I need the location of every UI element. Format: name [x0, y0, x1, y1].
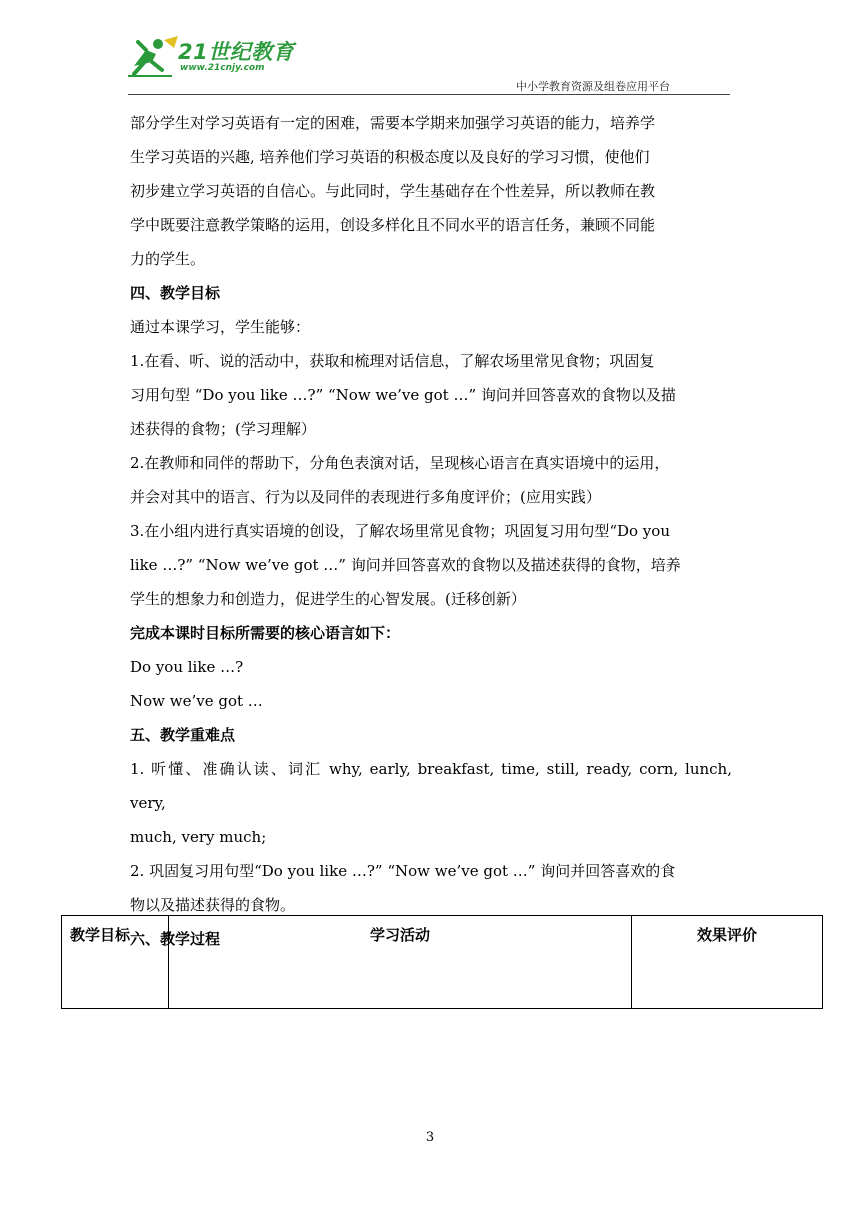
objective-line: 并会对其中的语言、行为以及同伴的表现进行多角度评价；(应用实践）	[130, 488, 601, 506]
key-point-line: 1. 听懂、准确认读、词汇 why, early, breakfast, time, still, ready, corn, lunch, very,	[130, 760, 732, 812]
intro-line: 部分学生对学习英语有一定的困难，需要本学期来加强学习英语的能力，培养学	[130, 114, 656, 132]
page-number: 3	[425, 1130, 435, 1145]
objective-line: 通过本课学习，学生能够：	[130, 318, 311, 336]
core-language-line: Do you like …?	[130, 658, 244, 676]
teaching-process-table	[61, 915, 823, 1009]
key-point-line: 2. 巩固复习用句型“Do you like …?” “Now we’ve got …” 询问并回答喜欢的食	[130, 862, 676, 880]
objective-line: 学生的想象力和创造力，促进学生的心智发展。(迁移创新）	[130, 590, 526, 608]
logo-text: 21世纪教育	[178, 40, 295, 64]
table-header-evaluation: 效果评价	[632, 916, 823, 1009]
section-heading-process: 六、教学过程	[130, 930, 221, 948]
table-header-activity: 学习活动	[169, 916, 632, 1009]
core-language-line: Now we’ve got …	[130, 692, 263, 710]
objective-line: 习用句型 “Do you like …?” “Now we’ve got …” 询问并回答喜欢的食物以及描	[130, 386, 676, 404]
table-header-objective: 教学目标	[62, 916, 169, 1009]
document-body	[130, 106, 732, 956]
objective-line: like …?” “Now we’ve got …” 询问并回答喜欢的食物以及描述获得的食物，培养	[130, 556, 681, 574]
table-header-row	[62, 916, 823, 1009]
objective-line: 1.在看、听、说的活动中，获取和梳理对话信息，了解农场里常见食物；巩固复	[130, 352, 655, 370]
objective-line: 述获得的食物；(学习理解）	[130, 420, 316, 438]
logo-url: www.21cnjy.com	[180, 63, 265, 73]
intro-line: 初步建立学习英语的自信心。与此同时，学生基础存在个性差异，所以教师在教	[130, 182, 656, 200]
objective-line: 3.在小组内进行真实语境的创设，了解农场里常见食物；巩固复习用句型“Do you	[130, 522, 670, 540]
intro-line: 力的学生。	[130, 250, 206, 268]
section-heading-key-points: 五、教学重难点	[130, 726, 236, 744]
intro-line: 学中既要注意教学策略的运用，创设多样化且不同水平的语言任务，兼顾不同能	[130, 216, 656, 234]
core-language-heading: 完成本课时目标所需要的核心语言如下：	[130, 624, 401, 642]
page-header	[128, 30, 730, 94]
header-subtitle: 中小学教育资源及组卷应用平台	[516, 80, 670, 93]
key-point-line: much, very much;	[130, 828, 267, 846]
section-heading-objectives: 四、教学目标	[130, 284, 221, 302]
header-divider	[128, 94, 730, 95]
objective-line: 2.在教师和同伴的帮助下，分角色表演对话，呈现核心语言在真实语境中的运用，	[130, 454, 670, 472]
intro-line: 生学习英语的兴趣, 培养他们学习英语的积极态度以及良好的学习习惯，使他们	[130, 148, 650, 166]
key-point-line: 物以及描述获得的食物。	[130, 896, 296, 914]
